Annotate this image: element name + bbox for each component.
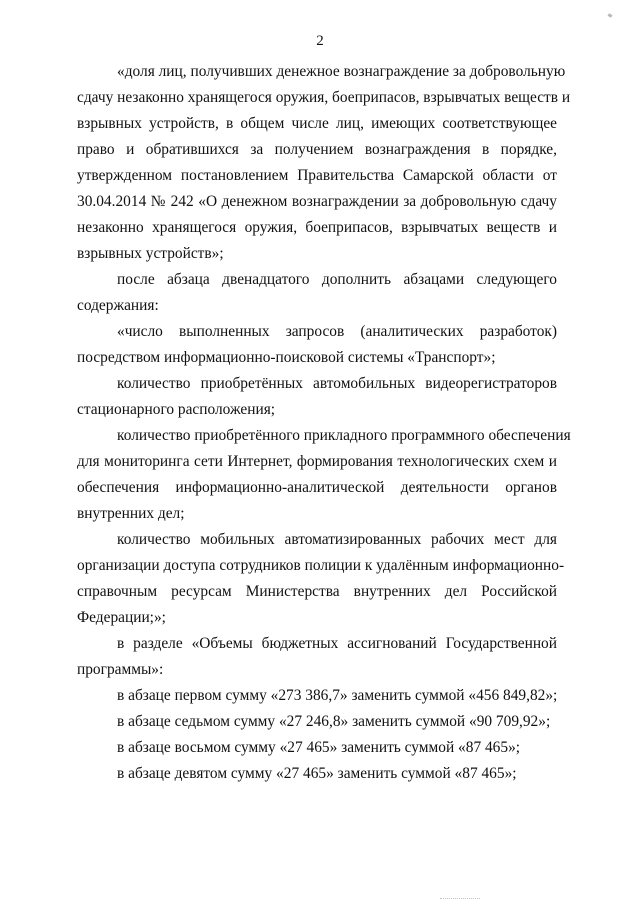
text-line: посредством информационно-поисковой системы «Транспорт»;	[77, 349, 496, 366]
text-line: количество приобретённого прикладного программного обеспечения	[117, 427, 571, 444]
text-line: незаконно хранящегося оружия, боеприпасов, взрывчатых веществ и	[77, 219, 557, 236]
text-line: для мониторинга сети Интернет, формирования технологических схем и	[77, 453, 557, 470]
text-line: количество мобильных автоматизированных рабочих мест для	[117, 531, 557, 548]
text-line: содержания:	[77, 297, 159, 314]
text-line: количество приобретённых автомобильных видеорегистраторов	[117, 375, 557, 392]
text-line: в абзаце восьмом сумму «27 465» заменить суммой «87 465»;	[117, 739, 521, 756]
text-line: 30.04.2014 № 242 «О денежном вознаграждении за добровольную сдачу	[77, 193, 557, 210]
text-line: организации доступа сотрудников полиции к удалённым информационно-	[77, 557, 565, 574]
scan-mark	[608, 13, 613, 18]
text-line: внутренних дел;	[77, 505, 185, 522]
text-line: право и обратившихся за получением вознаграждения в порядке,	[77, 141, 557, 158]
text-line: утвержденном постановлением Правительства Самарской области от	[77, 167, 557, 184]
text-line: обеспечения информационно-аналитической деятельности органов	[77, 479, 557, 496]
scan-mark	[440, 898, 480, 902]
text-line: в абзаце девятом сумму «27 465» заменить суммой «87 465»;	[117, 765, 517, 782]
text-line: взрывных устройств»;	[77, 245, 224, 262]
page-number: 2	[316, 33, 324, 49]
text-line: в абзаце первом сумму «273 386,7» заменить суммой «456 849,82»;	[117, 687, 558, 704]
text-line: взрывных устройств, в общем числе лиц, имеющих соответствующее	[77, 115, 557, 132]
text-line: «число выполненных запросов (аналитических разработок)	[117, 323, 557, 340]
text-line: программы»:	[77, 661, 164, 678]
text-line: в абзаце седьмом сумму «27 246,8» заменить суммой «90 709,92»;	[117, 713, 551, 730]
text-line: в разделе «Объемы бюджетных ассигнований Государственной	[117, 635, 557, 652]
text-line: сдачу незаконно хранящегося оружия, боеприпасов, взрывчатых веществ и	[77, 89, 571, 106]
text-line: справочным ресурсам Министерства внутренних дел Российской	[77, 583, 557, 600]
text-line: стационарного расположения;	[77, 401, 276, 418]
text-line: «доля лиц, получивших денежное вознаграждение за добровольную	[117, 63, 566, 80]
text-line: после абзаца двенадцатого дополнить абзацами следующего	[117, 271, 557, 288]
text-line: Федерации;»;	[77, 609, 166, 626]
